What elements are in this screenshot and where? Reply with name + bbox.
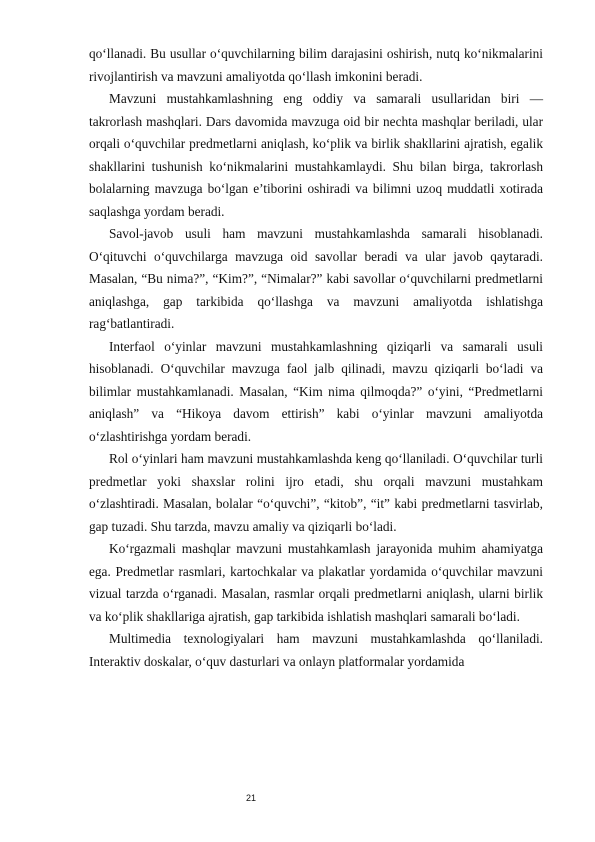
paragraph-role-play: Rol o‘yinlari ham mavzuni mustahkamlashda keng qo‘llaniladi. O‘quvchilar turli predmetlar yoki shaxslar rolini ijro etadi, shu orqali mavzuni mustahkam o‘zlashtiradi. Masalan, bolalar “o‘quvchi”, “kitob”, “it” kabi predmetlarni tasvirlab, gap tuzadi. Shu tarzda, mavzu amaliy va qiziqarli bo‘ladi. <box>89 451 543 534</box>
page-body <box>89 43 543 673</box>
paragraph-repetition-exercises: Mavzuni mustahkamlashning eng oddiy va samarali usullaridan biri — takrorlash mashqlari. Dars davomida mavzuga oid bir nechta mashqlar beriladi, ular orqali o‘quvchilar predmetlarni aniqlash, ko‘plik va birlik shakllarini ajratish, egalik shakllarini tushunish ko‘nikmalarini mustahkamlaydi. Shu bilan birga, takrorlash bolalarning mavzuga bo‘lgan e’tiborini oshiradi va bilimni uzoq muddatli xotirada saqlashga yordam beradi. <box>89 91 543 219</box>
paragraph-visual-exercises: Ko‘rgazmali mashqlar mavzuni mustahkamlash jarayonida muhim ahamiyatga ega. Predmetlar rasmlari, kartochkalar va plakatlar yordamida o‘quvchilar mavzuni vizual tarzda o‘rganadi. Masalan, rasmlar orqali predmetlarni aniqlash, ularni birlik va ko‘plik shakllariga ajratish, gap tarkibida ishlatish mashqlari samarali bo‘ladi. <box>89 541 543 624</box>
paragraph-continuation: qo‘llanadi. Bu usullar o‘quvchilarning bilim darajasini oshirish, nutq ko‘nikmalarini rivojlantirish va mavzuni amaliyotda qo‘llash imkonini beradi. <box>89 46 543 84</box>
page-number: 21 <box>246 793 257 803</box>
paragraph-multimedia: Multimedia texnologiyalari ham mavzuni mustahkamlashda qo‘llaniladi. Interaktiv doskalar, o‘quv dasturlari va onlayn platformalar yordamida <box>89 631 543 669</box>
paragraph-interactive-games: Interfaol o‘yinlar mavzuni mustahkamlashning qiziqarli va samarali usuli hisoblanadi. O‘quvchilar mavzuga faol jalb qilinadi, mavzu qiziqarli bo‘ladi va bilimlar mustahkamlanadi. Masalan, “Kim nima qilmoqda?” o‘yini, “Predmetlarni aniqlash” va “Hikoya davom ettirish” kabi o‘yinlar mavzuni amaliyotda o‘zlashtirishga yordam beradi. <box>89 338 543 444</box>
paragraph-question-answer: Savol-javob usuli ham mavzuni mustahkamlashda samarali hisoblanadi. O‘qituvchi o‘quvchilarga mavzuga oid savollar beradi va ular javob qaytaradi. Masalan, “Bu nima?”, “Kim?”, “Nimalar?” kabi savollar o‘quvchilarni predmetlarni aniqlashga, gap tarkibida qo‘llashga va mavzuni amaliyotda ishlatishga rag‘batlantiradi. <box>89 226 543 331</box>
